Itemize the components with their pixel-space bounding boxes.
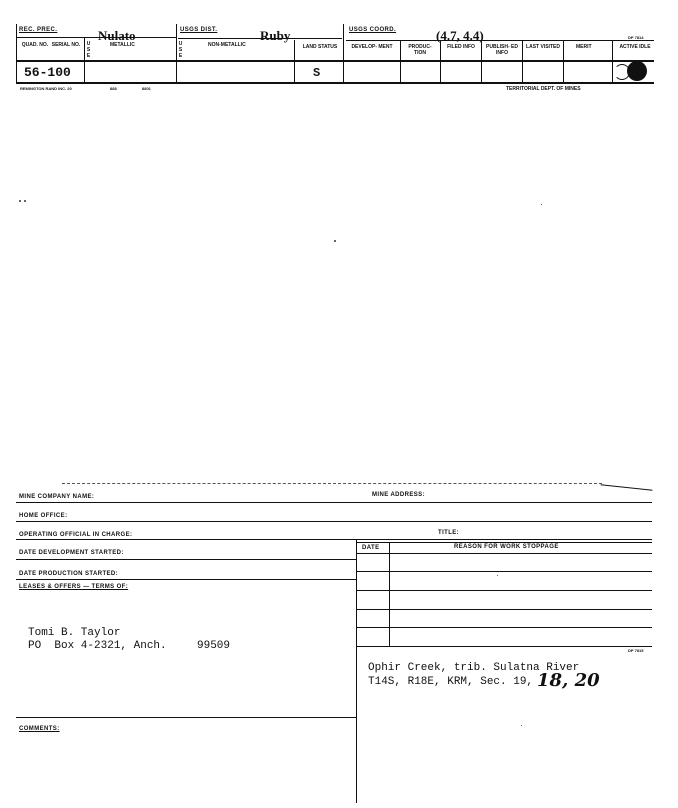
scan-speck — [334, 240, 336, 242]
usgs-coord-value: (4.7, 4.4) — [436, 28, 484, 43]
territorial-note: TERRITORIAL DEPT. OF MINES — [506, 86, 581, 92]
form-number-top: DP 7814 — [628, 35, 644, 40]
col-land-status: LAND STATUS — [302, 44, 338, 50]
col-active-idle: ACTIVE IDLE — [619, 44, 651, 50]
mine-company-label: MINE COMPANY NAME: — [19, 494, 95, 500]
col-filed-info: FILED INFO — [447, 44, 475, 50]
usgs-dist-label: USGS DIST. — [180, 27, 218, 33]
operating-official-label: OPERATING OFFICIAL IN CHARGE: — [19, 532, 133, 538]
printer-code-2: 8801 — [142, 86, 151, 91]
scan-speck — [19, 200, 21, 202]
title-label: TITLE: — [438, 530, 460, 536]
col-merit: MERIT — [576, 44, 592, 50]
location-line-1: Ophir Creek, trib. Sulatna River — [368, 662, 580, 674]
col-published-info: PUBLISH- ED INFO — [486, 44, 518, 56]
scan-speck — [497, 575, 498, 576]
active-dot — [627, 61, 647, 81]
owner-zip: 99509 — [197, 640, 231, 652]
comments-label: COMMENTS: — [19, 726, 60, 732]
printer-note: REMINGTON RAND INC. 20 — [20, 86, 72, 91]
col-non-metallic: NON-METALLIC — [208, 42, 246, 48]
owner-name: Tomi B. Taylor — [28, 627, 121, 639]
rec-prec-label: REC. PREC. — [19, 27, 58, 33]
rec-prec-value: Nulato — [98, 28, 136, 43]
scan-speck — [521, 725, 522, 726]
scan-speck — [541, 204, 542, 205]
usgs-coord-label: USGS COORD. — [349, 27, 397, 33]
form-number-bottom: DP 7815 — [628, 648, 644, 653]
land-status-value: S — [313, 66, 321, 80]
mine-address-label: MINE ADDRESS: — [372, 492, 425, 498]
owner-address: PO Box 4-2321, Anch. — [28, 640, 167, 652]
date-development-label: DATE DEVELOPMENT STARTED: — [19, 550, 124, 556]
col-production: PRODUC- TION — [408, 44, 432, 56]
quad-serial-value: 56-100 — [24, 65, 71, 80]
scan-speck — [24, 200, 26, 202]
location-line-2: T14S, R18E, KRM, Sec. 19, — [368, 676, 534, 688]
date-column-header: DATE — [362, 545, 380, 551]
col-development: DEVELOP- MENT — [351, 44, 393, 50]
torn-corner — [600, 484, 653, 500]
printer-code-1: 888 — [110, 86, 117, 91]
col-quad-no: QUAD. NO. — [21, 42, 49, 48]
col-use-b: U S E — [178, 41, 183, 59]
usgs-dist-value: Ruby — [260, 28, 291, 43]
reason-column-header: REASON FOR WORK STOPPAGE — [454, 544, 559, 550]
date-production-label: DATE PRODUCTION STARTED: — [19, 571, 119, 577]
col-last-visited: LAST VISITED — [526, 44, 560, 50]
col-serial-no: SERIAL NO. — [51, 42, 81, 48]
col-use-a: U S E — [86, 41, 91, 59]
leases-label: LEASES & OFFERS — TERMS OF: — [19, 584, 129, 590]
col-metallic: METALLIC — [110, 42, 135, 48]
home-office-label: HOME OFFICE: — [19, 513, 68, 519]
location-handwritten: 18, 20 — [537, 670, 600, 691]
